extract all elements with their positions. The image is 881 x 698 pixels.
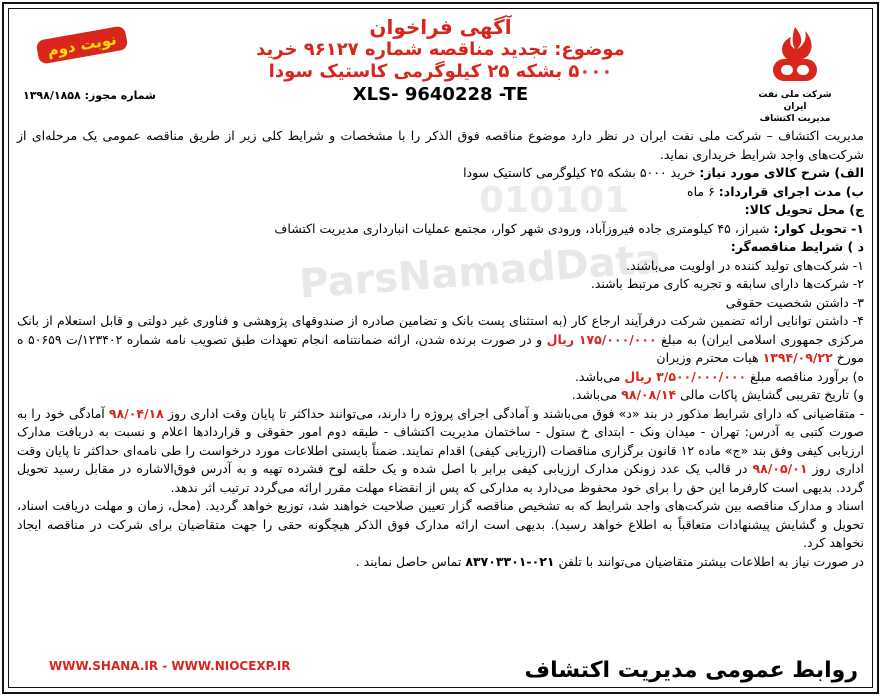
notice-header	[9, 9, 872, 127]
logo-caption-company: شرکت ملی نفت ایران	[758, 90, 832, 112]
condition-1: ۱- شرکت‌های تولید کننده در اولویت می‌باشند.	[626, 257, 864, 273]
header-titles	[239, 15, 642, 107]
guarantee-amount: ۱۷۵/۰۰۰/۰۰۰ ریال	[546, 331, 657, 347]
applicants-text-1: - متقاضیانی که دارای شرایط مذکور در بند «د» فوق می‌باشند و آمادگی اجرای پروژه را دارند، می‌توانند حداکثر تا پایان وقت اداری روز	[167, 405, 865, 421]
contact-phone: ۰۲۱-۸۳۷۰۳۳۰۱	[465, 553, 555, 569]
applicants-text-3: در قالب یک عدد زونکن مدارک ارزیابی کیفی برابر با اصل شده و یک حلقه لوح فشرده تهیه و به آدرس فوق‌الاشاره در مقابل رسید تحویل گردد. بدیهی است کارفرما این حق را برای خود محفوظ می‌دارد به مدارکی که پس از انقضاء مهلت مقرر ارائه می‌گردد ترتیب اثر ندهد.	[17, 461, 864, 495]
applicants-paragraph	[17, 405, 864, 498]
section-b	[17, 183, 864, 202]
documents-paragraph: اسناد و مدارک مناقصه بین شرکت‌های واجد شرایط که به تشخیص مناقصه گزار تعیین صلاحیت خواهند شد، توزیع خواهد گردید. (محل، زمان و مهلت دریافت اسناد، تحویل و گشایش پیشنهادات متعاقباً به اطلاع خواهد رسید). بدیهی است ارائه مدارک فوق الذکر هیچگونه حقی را جهت متقاضیان برای شرکت در مناقصه ایجاد نخواهد کرد.	[17, 498, 864, 550]
logo-caption-division: مدیریت اکتشاف	[759, 114, 831, 124]
tender-notice	[2, 2, 879, 694]
section-c1	[17, 220, 864, 239]
applicants-text-2: آمادگی خود را به صورت کتبی به آدرس: تهران - میدان ونک - ابتدای خ ستول - ساختمان مدیریت اکتشاف - طبقه دوم امور حقوقی و قراردادها اعلام و نسبت به دریافت مدارک ارزیابی کیفی وفق بند «ج» ماده ۱۲ قانون برگزاری مناقصات (ارزیابی کیفی) اقدام نمایند. ضمناً بایستی اطلاعات مورد درخواست را طی نامه‌ای حداکثر تا پایان وقت اداری روز	[17, 405, 864, 476]
estimate-amount: ۳/۵۰۰/۰۰۰/۰۰۰ ریال	[624, 368, 747, 384]
section-e	[17, 368, 864, 387]
intro-paragraph: مدیریت اکتشاف – شرکت ملی نفت ایران در نظر دارد موضوع مناقصه فوق الذکر را با مشخصات و شرایط کلی زیر از طریق مناقصه عمومی یک مرحله‌ای از شرکت‌های واجد شرایط خریداری نماید.	[17, 128, 864, 162]
watermark-brand: ParsNamadData	[297, 236, 664, 308]
second-round-badge: نوبت دوم	[36, 25, 129, 64]
section-f-end: می‌باشد.	[571, 387, 618, 402]
section-a	[17, 164, 864, 183]
tender-code: XLS- 9640228 -TE	[352, 84, 529, 105]
condition-3: ۳- داشتن شخصیت حقوقی	[725, 294, 864, 310]
contact-paragraph	[17, 553, 864, 572]
section-f	[17, 386, 864, 405]
section-f-text: و) تاریخ تقریبی گشایش پاکات مالی	[680, 387, 864, 402]
section-e-end: می‌باشد.	[574, 368, 621, 384]
inner-frame	[8, 8, 873, 688]
condition-2: ۲- شرکت‌ها دارای سابقه و تجربه کاری مرتبط باشند.	[590, 276, 864, 291]
decree-date: ۱۳۹۴/۰۹/۲۲	[762, 350, 833, 365]
watermark-digits: 010101	[479, 180, 630, 221]
contact-text-2: تماس حاصل نمایند .	[355, 553, 462, 569]
public-relations-signature: روابط عمومی مدیریت اکتشاف	[524, 658, 858, 683]
section-e-text: ه) برآورد مناقصه مبلغ	[750, 368, 864, 384]
section-b-text: ۶ ماه	[687, 183, 715, 199]
section-c-label: ج) محل تحویل کالا:	[744, 202, 864, 217]
condition-4-text-c: هیات محترم وزیران	[656, 350, 759, 365]
permit-number: شماره مجوز: ۱۳۹۸/۱۸۵۸	[23, 89, 156, 102]
notice-subject: موضوع: تجدید مناقصه شماره ۹۶۱۲۷ خرید	[256, 39, 625, 60]
deadline-date-2: ۹۸/۰۵/۰۱	[752, 461, 808, 476]
section-a-label: الف) شرح کالای مورد نیاز:	[699, 165, 864, 180]
contact-text-1: در صورت نیاز به اطلاعات بیشتر متقاضیان می‌توانند با تلفن	[558, 553, 864, 569]
section-b-label: ب) مدت اجرای قرارداد:	[718, 183, 864, 199]
notice-body	[17, 127, 864, 571]
opening-date: ۹۸/۰۸/۱۴	[621, 387, 677, 402]
condition-4	[17, 312, 864, 368]
section-a-text: خرید ۵۰۰۰ بشکه ۲۵ کیلوگرمی کاستیک سودا	[463, 165, 696, 180]
section-d-label: د ) شرایط مناقصه‌گر:	[730, 239, 864, 254]
notice-title: آگهی فراخوان	[369, 15, 512, 39]
notice-item: ۵۰۰۰ بشکه ۲۵ کیلوگرمی کاستیک سودا	[268, 61, 613, 82]
section-c1-label: ۱- تحویل کوار:	[773, 220, 864, 236]
section-c1-text: شیراز، ۴۵ کیلومتری جاده فیروزآباد، ورودی شهر کوار، مجتمع عملیات انبارداری مدیریت اکتشاف	[274, 220, 770, 236]
websites-link[interactable]: WWW.SHANA.IR - WWW.NIOCEXP.IR	[49, 659, 291, 673]
condition-4-text-a: ۴- داشتن توانایی ارائه تضمین شرکت درفرآیند ارجاع کار (به استثنای پست بانک و تضامین صادره از صندوقهای پژوهشی و فناوری غیر دولتی و قابل استعلام از بانک مرکزی جمهوری اسلامی ایران) به مبلغ	[17, 313, 864, 347]
flame-logo-icon	[759, 23, 831, 89]
nioc-logo	[750, 23, 840, 125]
deadline-date-1: ۹۸/۰۴/۱۸	[108, 405, 164, 421]
condition-4-text-b: و در صورت برنده شدن، ارائه ضمانتنامه انجام تعهدات طبق تصویب نامه شماره ۱۲۳۴۰۲/ت ۵۰۶۵۹ ه مورخ	[17, 331, 864, 365]
